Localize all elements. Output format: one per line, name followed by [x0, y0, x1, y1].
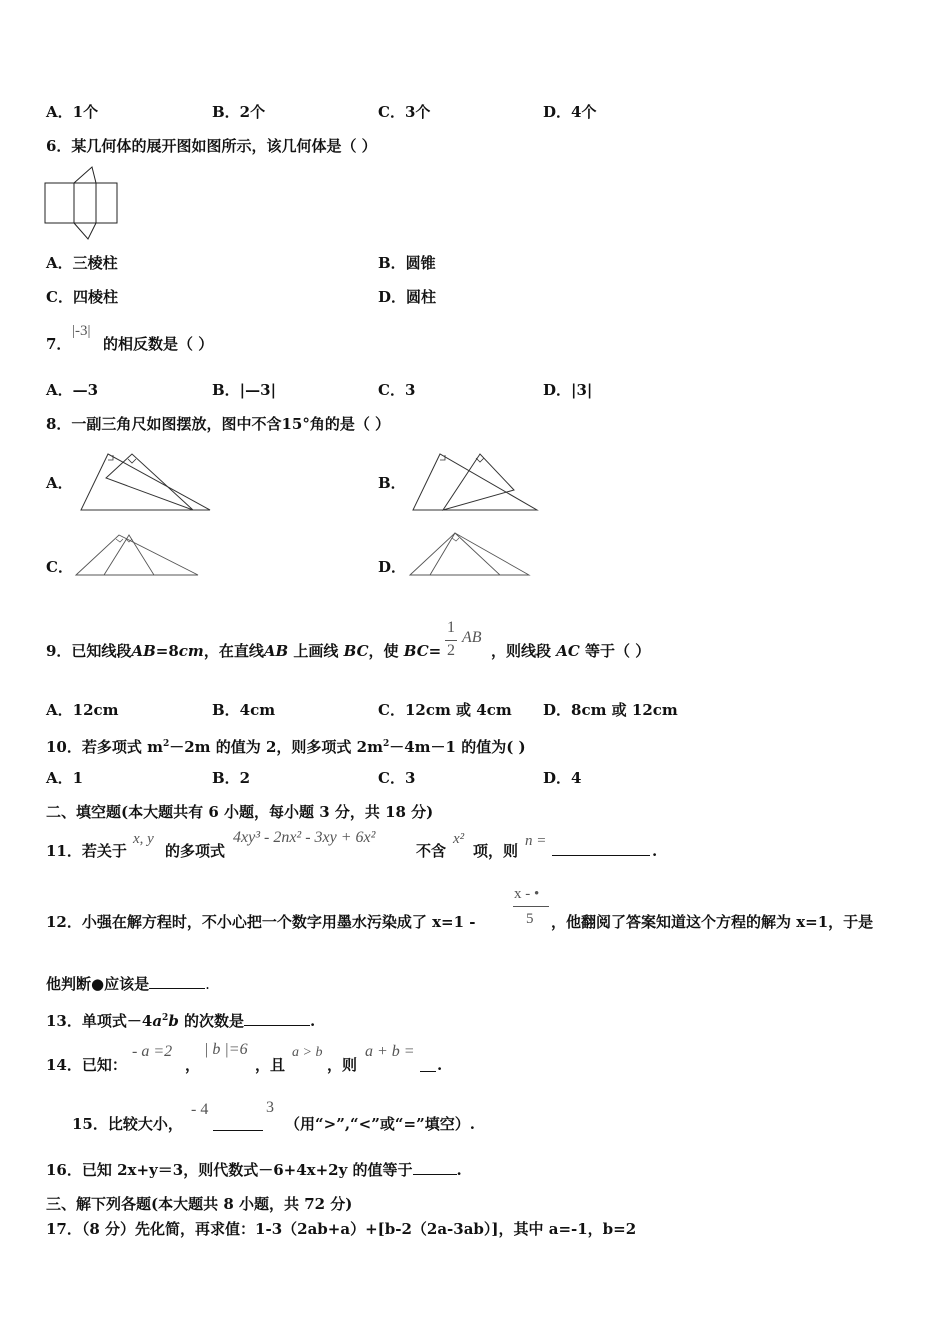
q7-option-d: D．|3|: [543, 381, 593, 399]
q7-stem: 的相反数是（ ）: [103, 335, 214, 353]
q8-option-b: B．: [378, 474, 406, 492]
q15-answer-blank[interactable]: [213, 1130, 263, 1131]
q9-option-d: D．8cm 或 12cm: [543, 701, 678, 719]
q15-text-1: 15．比较大小，: [72, 1115, 183, 1133]
q9-text-6: =: [428, 642, 442, 660]
q5-option-c: C．3个: [378, 103, 431, 121]
q11-text-1: 11．若关于: [46, 842, 127, 860]
q14-answer-blank[interactable]: [420, 1071, 436, 1072]
q9-text-5: ，使: [368, 642, 404, 660]
q12-fraction-bar: [513, 906, 549, 907]
q5-option-b: B．2个: [212, 103, 266, 121]
q13-a: a: [152, 1012, 163, 1030]
q7-option-b: B．|—3|: [212, 381, 277, 399]
q14-period: .: [437, 1056, 443, 1074]
q13-text-2: 的次数是: [178, 1012, 245, 1030]
q7-option-a: A．—3: [46, 381, 99, 399]
q16-stem: [46, 1161, 462, 1179]
q9-text-1: 9．已知线段: [46, 642, 132, 660]
q11-polynomial: 4xy³ - 2nx² - 3xy + 6x²: [233, 829, 376, 846]
q11-x2: x²: [453, 831, 465, 847]
q16-period: .: [456, 1161, 462, 1179]
q9-text-3: ，在直线: [203, 642, 264, 660]
q10-option-c: C．3: [378, 769, 416, 787]
q9-bc: BC: [343, 642, 369, 660]
q15-expr-right: 3: [266, 1099, 274, 1116]
q13-stem: [46, 1009, 315, 1030]
q14-expr-3: a > b: [292, 1045, 323, 1060]
q9-text-8: 等于（ ）: [579, 642, 651, 660]
q15-expr-left: - 4: [191, 1101, 209, 1118]
q7-abs-expression: |-3|: [72, 323, 91, 339]
q5-option-a: A．1个: [46, 103, 99, 121]
q9-fraction-denominator: 2: [447, 642, 455, 659]
q10-option-d: D．4: [543, 769, 582, 787]
q9-ab: AB: [131, 642, 156, 660]
q9-fraction-numerator: 1: [447, 619, 455, 636]
q9-ac: AC: [556, 642, 580, 660]
q14-text-2: ，且: [255, 1056, 286, 1074]
q9-fraction-bar: [445, 640, 457, 641]
q6-option-b: B．圆锥: [378, 254, 436, 272]
q11-text-3: 不含: [416, 842, 447, 860]
section-3-heading: 三、解下列各题(本大题共 8 小题，共 72 分): [46, 1195, 353, 1213]
q12-fraction-denominator: 5: [526, 911, 534, 927]
q16-text: 16．已知 2x+y＝3，则代数式－6+4x+2y 的值等于: [46, 1161, 413, 1179]
q14-comma-1: ，: [185, 1056, 201, 1074]
q8-option-c: C．: [46, 558, 73, 576]
q9-stem-end: [491, 642, 650, 660]
q14-text-1: 14．已知：: [46, 1056, 127, 1074]
q10-option-b: B．2: [212, 769, 251, 787]
q7-number: 7．: [46, 335, 72, 353]
q14-expr-2: | b |=6: [204, 1041, 248, 1058]
q8-option-a: A．: [46, 474, 73, 492]
q10-sup-2: 2: [382, 739, 390, 749]
q6-option-a: A．三棱柱: [46, 254, 118, 272]
q8-stem: 8．一副三角尺如图摆放，图中不含15°角的是（ ）: [46, 415, 391, 433]
q10-text-3: －4m－1 的值为( ): [389, 738, 526, 756]
q12-fraction-numerator: x - •: [514, 886, 540, 902]
q14-expr-4: a + b =: [365, 1043, 415, 1060]
q13-b: b: [168, 1012, 179, 1030]
q13-answer-blank[interactable]: [244, 1025, 310, 1026]
q9-stem: [46, 642, 441, 660]
q11-period: .: [652, 842, 658, 860]
q13-sup: 2: [162, 1013, 169, 1023]
q12-line-2: [46, 975, 210, 993]
prism-net-figure: [44, 166, 120, 242]
q13-text-1: 13．单项式－4: [46, 1012, 153, 1030]
triangle-figure-d: [408, 530, 532, 578]
q10-sup-1: 2: [162, 739, 170, 749]
q7-option-c: C．3: [378, 381, 416, 399]
section-2-heading: 二、填空题(本大题共有 6 小题，每小题 3 分，共 18 分): [46, 803, 434, 821]
q10-text-1: 10．若多项式 m: [46, 738, 163, 756]
q9-bc-2: BC: [403, 642, 429, 660]
q11-xy: x, y: [133, 831, 154, 847]
q11-answer-blank[interactable]: [552, 855, 650, 856]
q9-ab-2: AB: [263, 642, 289, 660]
q12-text-2: ，他翻阅了答案知道这个方程的解为 x=1，于是: [551, 913, 874, 931]
q9-cm: cm: [178, 642, 204, 660]
q5-option-d: D．4个: [543, 103, 597, 121]
triangle-figure-a: [78, 450, 213, 512]
q10-text-2: －2m 的值为 2，则多项式 2m: [169, 738, 383, 756]
q15-text-2: （用“>”,“<”或“=”填空）.: [285, 1115, 475, 1133]
q12-line-2-text: 他判断●应该是: [46, 975, 150, 993]
q8-option-d: D．: [378, 558, 407, 576]
q11-text-4: 项，则: [473, 842, 519, 860]
q14-text-3: ，则: [327, 1056, 358, 1074]
q9-option-a: A．12cm: [46, 701, 119, 719]
q9-text-7: ，则线段: [491, 642, 557, 660]
q12-answer-blank[interactable]: [149, 988, 205, 989]
q17-stem: 17．（8 分）先化简，再求值：1-3（2ab+a）+[b-2（2a-3ab）]，其中 a=-1，b=2: [46, 1220, 637, 1238]
q10-stem: [46, 735, 526, 756]
q12-period: .: [205, 975, 210, 993]
q9-text-2: =8: [155, 642, 179, 660]
q11-n-equals: n =: [525, 833, 547, 849]
triangle-figure-b: [410, 450, 540, 512]
triangle-figure-c: [74, 532, 200, 578]
q14-expr-1: - a =2: [132, 1043, 173, 1060]
q6-option-c: C．四棱柱: [46, 288, 118, 306]
q6-option-d: D．圆柱: [378, 288, 437, 306]
q12-text-1: 12．小强在解方程时，不小心把一个数字用墨水污染成了 x=1 -: [46, 913, 476, 931]
q9-fraction-ab: AB: [462, 629, 482, 646]
q9-option-c: C．12cm 或 4cm: [378, 701, 512, 719]
q9-option-b: B．4cm: [212, 701, 276, 719]
q11-text-2: 的多项式: [165, 842, 226, 860]
q13-period: .: [310, 1012, 316, 1030]
q6-stem: 6．某几何体的展开图如图所示，该几何体是（ ）: [46, 137, 377, 155]
q16-answer-blank[interactable]: [413, 1174, 457, 1175]
q9-text-4: 上画线: [288, 642, 344, 660]
q10-option-a: A．1: [46, 769, 84, 787]
